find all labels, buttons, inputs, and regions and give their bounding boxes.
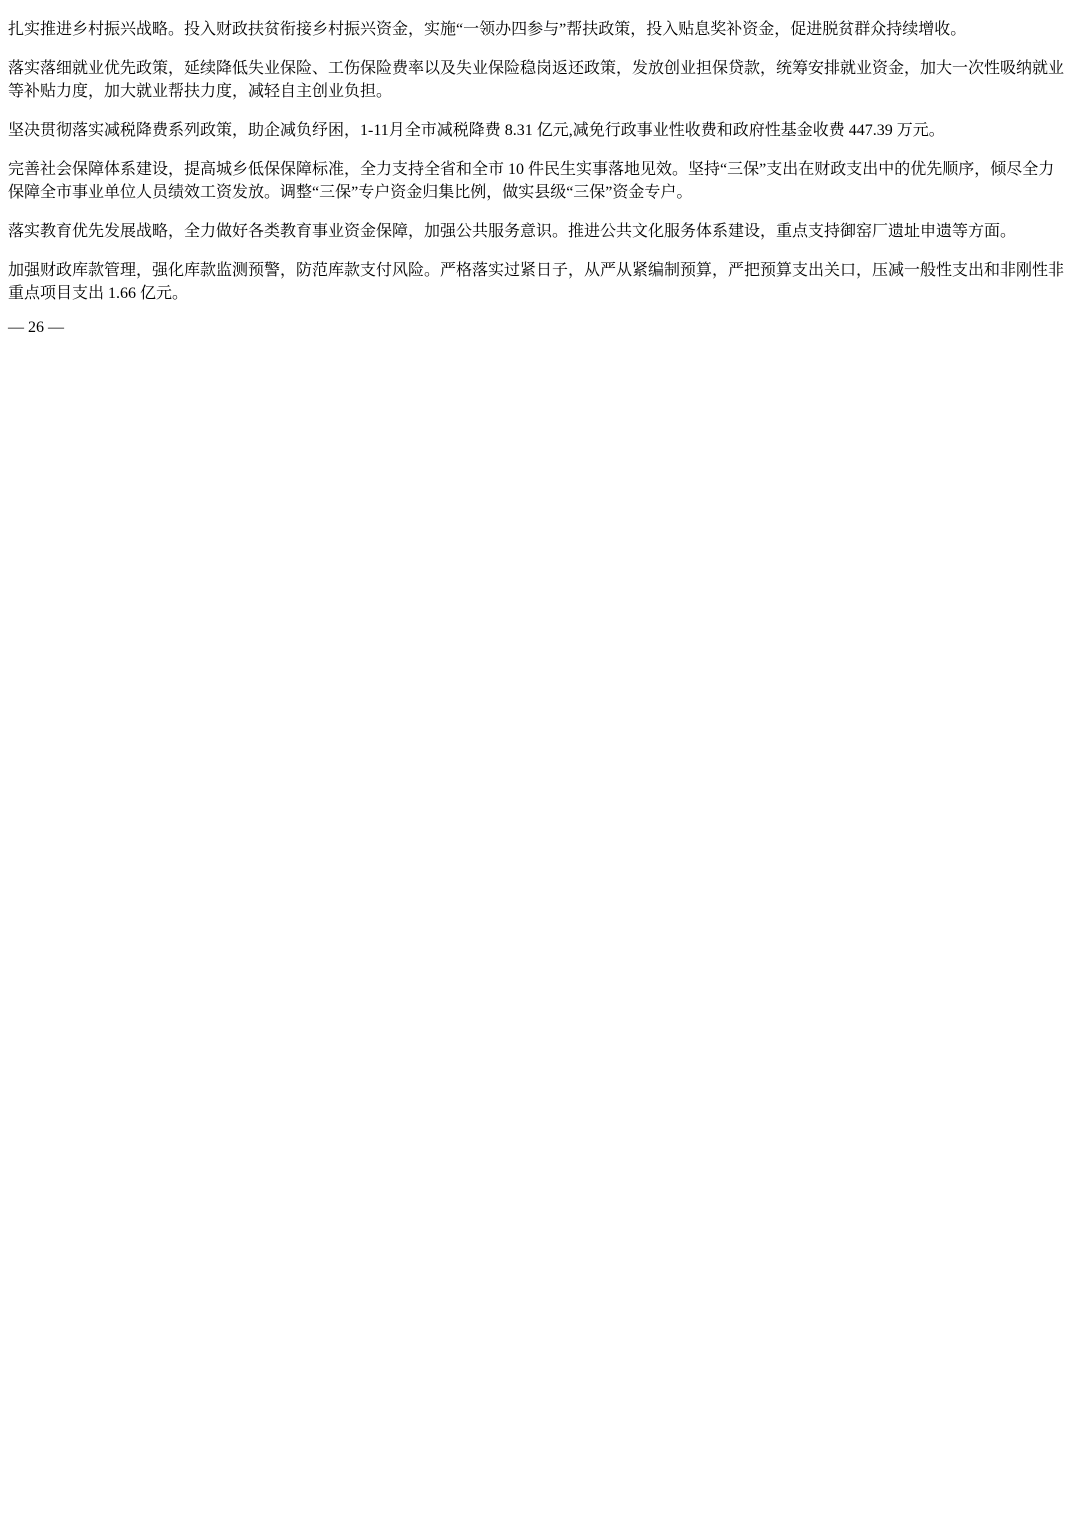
paragraph-social-security: 完善社会保障体系建设，提高城乡低保保障标准，全力支持全省和全市 10 件民生实事落地见效。坚持“三保”支出在财政支出中的优先顺序，倾尽全力保障全市事业单位人员绩效工资发放。调整“三保”专户资金归集比例，做实县级“三保”资金专户。 [8,161,1055,201]
paragraph-education-culture: 落实教育优先发展战略，全力做好各类教育事业资金保障，加强公共服务意识。推进公共文化服务体系建设，重点支持御窑厂遗址申遗等方面。 [8,223,1017,240]
document-page [8,16,1066,337]
paragraph-treasury-management: 加强财政库款管理，强化库款监测预警，防范库款支付风险。严格落实过紧日子，从严从紧编制预算，严把预算支出关口，压减一般性支出和非刚性非重点项目支出 1.66 亿元。 [8,262,1065,302]
page-number: — 26 — [8,319,64,336]
body-text [8,16,1066,303]
paragraph-rural-revitalization: 扎实推进乡村振兴战略。投入财政扶贫衔接乡村振兴资金，实施“一领办四参与”帮扶政策，投入贴息奖补资金，促进脱贫群众持续增收。 [8,21,967,38]
paragraph-employment-policy: 落实落细就业优先政策，延续降低失业保险、工伤保险费率以及失业保险稳岗返还政策，发放创业担保贷款，统筹安排就业资金，加大一次性吸纳就业等补贴力度，加大就业帮扶力度，减轻自主创业负担。 [8,60,1065,100]
paragraph-tax-reduction: 坚决贯彻落实减税降费系列政策，助企减负纾困，1-11月全市减税降费 8.31 亿元,减免行政事业性收费和政府性基金收费 447.39 万元。 [8,122,945,139]
